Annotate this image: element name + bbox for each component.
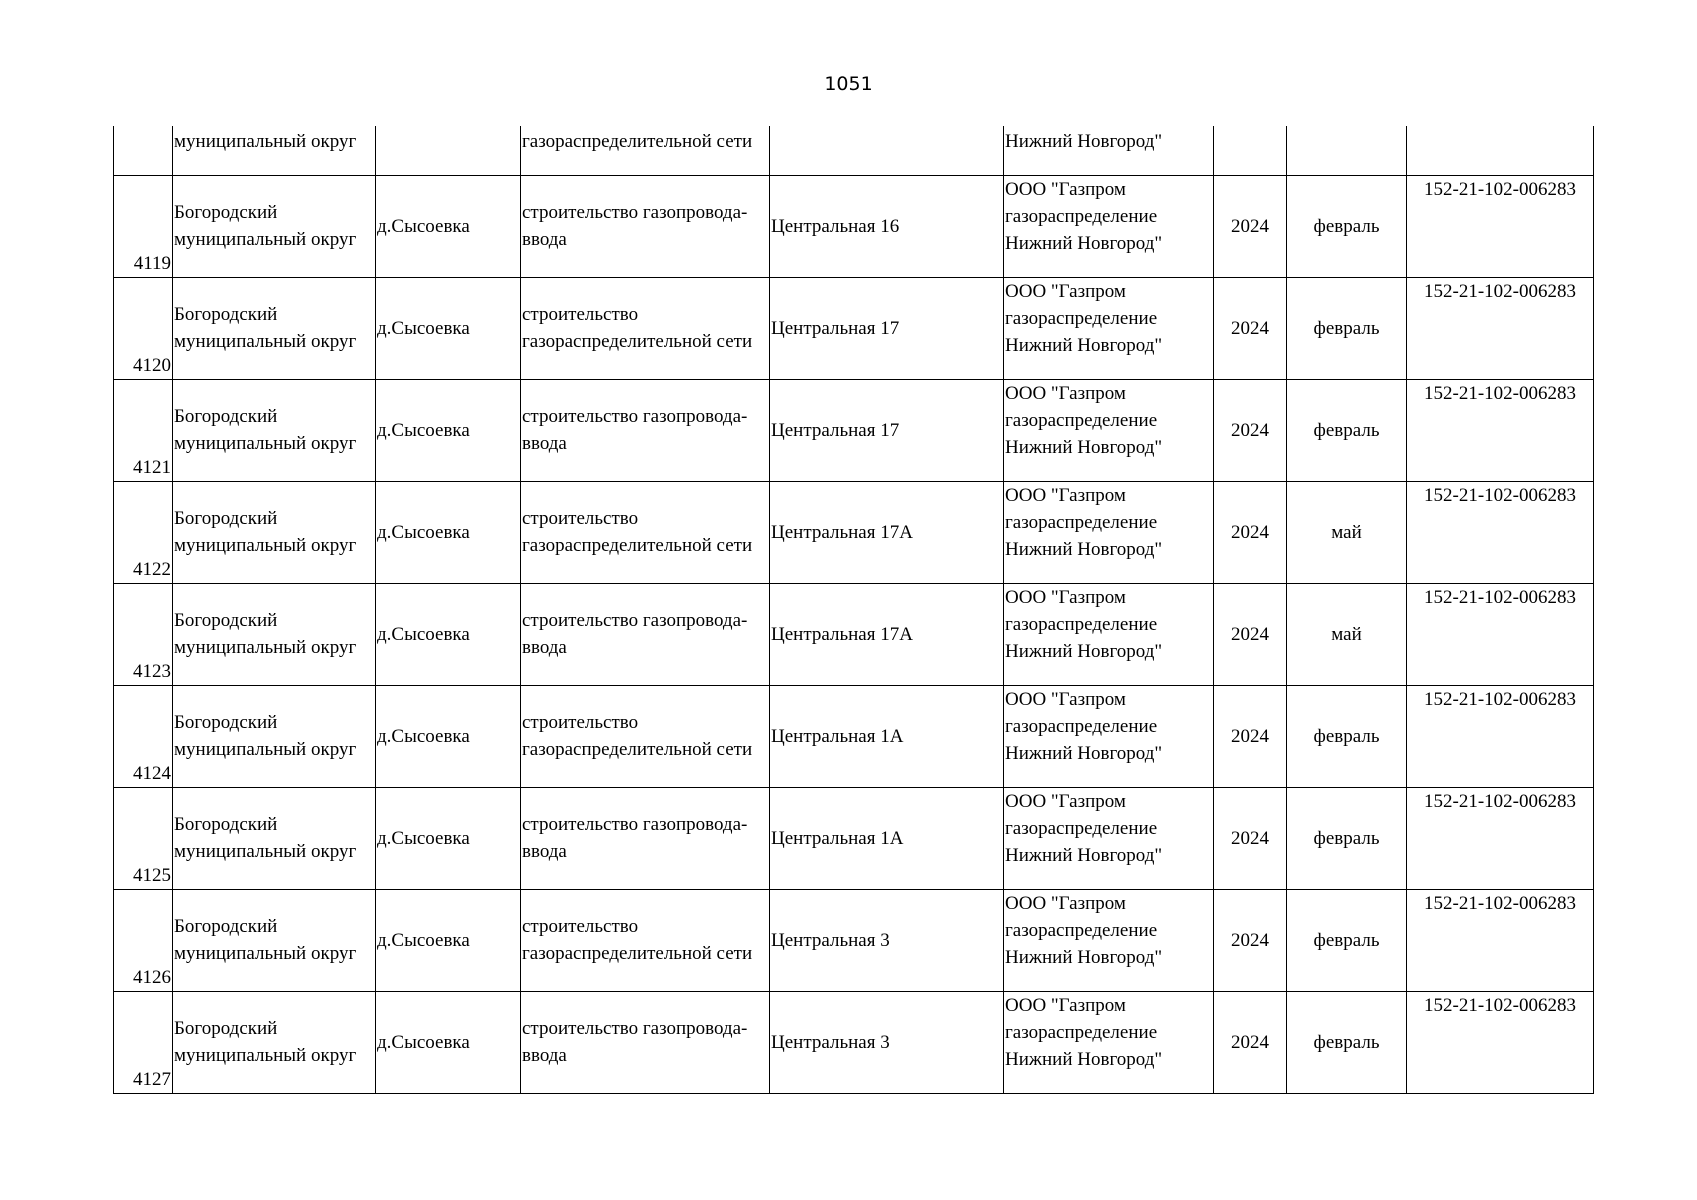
- cell-num: 4119: [114, 175, 173, 277]
- cell-work: [521, 481, 770, 583]
- cell-code: 152-21-102-006283: [1407, 685, 1594, 787]
- cell-work: [521, 583, 770, 685]
- org-line-3: Нижний Новгород": [1005, 232, 1163, 254]
- cell-work: [521, 175, 770, 277]
- cell-code: [1407, 126, 1594, 175]
- org-line-2: газораспределение: [1005, 715, 1158, 737]
- cell-year: 2024: [1214, 175, 1287, 277]
- org-line-1: ООО "Газпром: [1005, 586, 1126, 608]
- table-row: [114, 277, 1594, 379]
- cell-num: 4120: [114, 277, 173, 379]
- org-line-1: ООО "Газпром: [1005, 280, 1126, 302]
- cell-district: [173, 991, 376, 1093]
- cell-org: [1004, 685, 1214, 787]
- cell-org: Нижний Новгород": [1004, 126, 1214, 175]
- register-table: [113, 126, 1594, 1094]
- table-row: [114, 379, 1594, 481]
- cell-year: 2024: [1214, 277, 1287, 379]
- org-line-3: Нижний Новгород": [1005, 436, 1163, 458]
- cell-num: 4126: [114, 889, 173, 991]
- cell-month: май: [1287, 583, 1407, 685]
- org-line-2: газораспределение: [1005, 307, 1158, 329]
- cell-month: февраль: [1287, 889, 1407, 991]
- cell-year: 2024: [1214, 379, 1287, 481]
- district-line-2: муниципальный округ: [174, 433, 357, 454]
- cell-locality: д.Сысоевка: [376, 685, 521, 787]
- district-line-1: Богородский: [174, 202, 278, 223]
- work-line-2: ввода: [522, 433, 567, 454]
- cell-year: 2024: [1214, 787, 1287, 889]
- cell-code: 152-21-102-006283: [1407, 889, 1594, 991]
- work-line-2: газораспределительной сети: [522, 331, 753, 352]
- district-line-1: Богородский: [174, 814, 278, 835]
- cell-district: [173, 379, 376, 481]
- org-line-3: Нижний Новгород": [1005, 844, 1163, 866]
- cell-code: 152-21-102-006283: [1407, 991, 1594, 1093]
- org-line-1: ООО "Газпром: [1005, 994, 1126, 1016]
- cell-org: [1004, 481, 1214, 583]
- cell-address: Центральная 1А: [770, 787, 1004, 889]
- cell-address: Центральная 17: [770, 379, 1004, 481]
- work-line-2: газораспределительной сети: [522, 943, 753, 964]
- cell-district: [173, 889, 376, 991]
- cell-work: [521, 889, 770, 991]
- cell-locality: д.Сысоевка: [376, 787, 521, 889]
- cell-code: 152-21-102-006283: [1407, 583, 1594, 685]
- table-row: [114, 889, 1594, 991]
- org-line-1: ООО "Газпром: [1005, 688, 1126, 710]
- cell-work: газораспределительной сети: [521, 126, 770, 175]
- cell-year: 2024: [1214, 889, 1287, 991]
- work-line-1: строительство: [522, 508, 639, 529]
- org-line-1: ООО "Газпром: [1005, 892, 1126, 914]
- cell-address: [770, 126, 1004, 175]
- continuation-row: [114, 126, 1594, 175]
- cell-locality: д.Сысоевка: [376, 277, 521, 379]
- cell-district: [173, 277, 376, 379]
- work-line-2: ввода: [522, 841, 567, 862]
- cell-work: [521, 685, 770, 787]
- org-line-1: ООО "Газпром: [1005, 178, 1126, 200]
- cell-org: [1004, 787, 1214, 889]
- table-row: [114, 481, 1594, 583]
- org-line-1: ООО "Газпром: [1005, 382, 1126, 404]
- district-line-2: муниципальный округ: [174, 1045, 357, 1066]
- cell-org: [1004, 379, 1214, 481]
- cell-year: 2024: [1214, 991, 1287, 1093]
- org-line-1: ООО "Газпром: [1005, 790, 1126, 812]
- work-line-1: строительство газопровода-: [522, 814, 748, 835]
- org-line-2: газораспределение: [1005, 205, 1158, 227]
- cell-address: Центральная 17: [770, 277, 1004, 379]
- cell-code: 152-21-102-006283: [1407, 175, 1594, 277]
- cell-address: Центральная 1А: [770, 685, 1004, 787]
- district-line-1: Богородский: [174, 916, 278, 937]
- cell-district: [173, 175, 376, 277]
- cell-district: [173, 481, 376, 583]
- org-line-1: ООО "Газпром: [1005, 484, 1126, 506]
- cell-code: 152-21-102-006283: [1407, 379, 1594, 481]
- district-line-2: муниципальный округ: [174, 739, 357, 760]
- cell-locality: д.Сысоевка: [376, 379, 521, 481]
- cell-org: [1004, 991, 1214, 1093]
- org-line-2: газораспределение: [1005, 511, 1158, 533]
- table-row: [114, 991, 1594, 1093]
- cell-locality: д.Сысоевка: [376, 889, 521, 991]
- work-line-2: ввода: [522, 1045, 567, 1066]
- org-line-3: Нижний Новгород": [1005, 1048, 1163, 1070]
- page-number: 1051: [824, 73, 873, 95]
- cell-district: муниципальный округ: [173, 126, 376, 175]
- table-body: [114, 126, 1594, 1093]
- cell-code: 152-21-102-006283: [1407, 481, 1594, 583]
- cell-org: [1004, 277, 1214, 379]
- cell-address: Центральная 17А: [770, 583, 1004, 685]
- cell-year: [1214, 126, 1287, 175]
- cell-address: Центральная 3: [770, 889, 1004, 991]
- cell-year: 2024: [1214, 685, 1287, 787]
- org-line-2: газораспределение: [1005, 919, 1158, 941]
- district-line-1: Богородский: [174, 610, 278, 631]
- cell-code: 152-21-102-006283: [1407, 277, 1594, 379]
- cell-locality: д.Сысоевка: [376, 991, 521, 1093]
- cell-locality: д.Сысоевка: [376, 481, 521, 583]
- cell-org: [1004, 583, 1214, 685]
- cell-work: [521, 787, 770, 889]
- cell-address: Центральная 17А: [770, 481, 1004, 583]
- table-row: [114, 175, 1594, 277]
- cell-locality: [376, 126, 521, 175]
- work-line-1: строительство: [522, 916, 639, 937]
- work-line-1: строительство газопровода-: [522, 202, 748, 223]
- cell-num: [114, 126, 173, 175]
- work-line-1: строительство: [522, 712, 639, 733]
- org-line-2: газораспределение: [1005, 1021, 1158, 1043]
- work-line-2: ввода: [522, 229, 567, 250]
- table-row: [114, 583, 1594, 685]
- cell-month: февраль: [1287, 685, 1407, 787]
- cell-month: февраль: [1287, 175, 1407, 277]
- cell-district: [173, 685, 376, 787]
- cell-locality: д.Сысоевка: [376, 175, 521, 277]
- cell-year: 2024: [1214, 481, 1287, 583]
- district-line-2: муниципальный округ: [174, 637, 357, 658]
- cell-month: [1287, 126, 1407, 175]
- cell-month: февраль: [1287, 277, 1407, 379]
- cell-address: Центральная 3: [770, 991, 1004, 1093]
- cell-num: 4123: [114, 583, 173, 685]
- work-line-2: газораспределительной сети: [522, 535, 753, 556]
- cell-year: 2024: [1214, 583, 1287, 685]
- district-line-2: муниципальный округ: [174, 943, 357, 964]
- org-line-2: газораспределение: [1005, 613, 1158, 635]
- district-line-2: муниципальный округ: [174, 331, 357, 352]
- district-line-1: Богородский: [174, 304, 278, 325]
- table-row: [114, 787, 1594, 889]
- table-row: [114, 685, 1594, 787]
- work-line-1: строительство газопровода-: [522, 610, 748, 631]
- work-line-1: строительство: [522, 304, 639, 325]
- cell-work: [521, 991, 770, 1093]
- cell-district: [173, 787, 376, 889]
- cell-org: [1004, 175, 1214, 277]
- cell-address: Центральная 16: [770, 175, 1004, 277]
- cell-num: 4121: [114, 379, 173, 481]
- cell-district: [173, 583, 376, 685]
- work-line-1: строительство газопровода-: [522, 406, 748, 427]
- district-line-1: Богородский: [174, 1018, 278, 1039]
- district-line-2: муниципальный округ: [174, 535, 357, 556]
- cell-month: февраль: [1287, 379, 1407, 481]
- district-line-2: муниципальный округ: [174, 229, 357, 250]
- district-line-1: Богородский: [174, 406, 278, 427]
- cell-month: февраль: [1287, 787, 1407, 889]
- org-line-3: Нижний Новгород": [1005, 334, 1163, 356]
- work-line-1: строительство газопровода-: [522, 1018, 748, 1039]
- org-line-2: газораспределение: [1005, 409, 1158, 431]
- district-line-2: муниципальный округ: [174, 841, 357, 862]
- org-line-3: Нижний Новгород": [1005, 538, 1163, 560]
- cell-month: февраль: [1287, 991, 1407, 1093]
- cell-work: [521, 277, 770, 379]
- work-line-2: газораспределительной сети: [522, 739, 753, 760]
- org-line-3: Нижний Новгород": [1005, 742, 1163, 764]
- cell-month: май: [1287, 481, 1407, 583]
- cell-locality: д.Сысоевка: [376, 583, 521, 685]
- cell-num: 4125: [114, 787, 173, 889]
- cell-num: 4127: [114, 991, 173, 1093]
- org-line-3: Нижний Новгород": [1005, 640, 1163, 662]
- district-line-1: Богородский: [174, 712, 278, 733]
- cell-num: 4124: [114, 685, 173, 787]
- org-line-3: Нижний Новгород": [1005, 946, 1163, 968]
- cell-num: 4122: [114, 481, 173, 583]
- district-line-1: Богородский: [174, 508, 278, 529]
- cell-work: [521, 379, 770, 481]
- cell-org: [1004, 889, 1214, 991]
- org-line-2: газораспределение: [1005, 817, 1158, 839]
- work-line-2: ввода: [522, 637, 567, 658]
- cell-code: 152-21-102-006283: [1407, 787, 1594, 889]
